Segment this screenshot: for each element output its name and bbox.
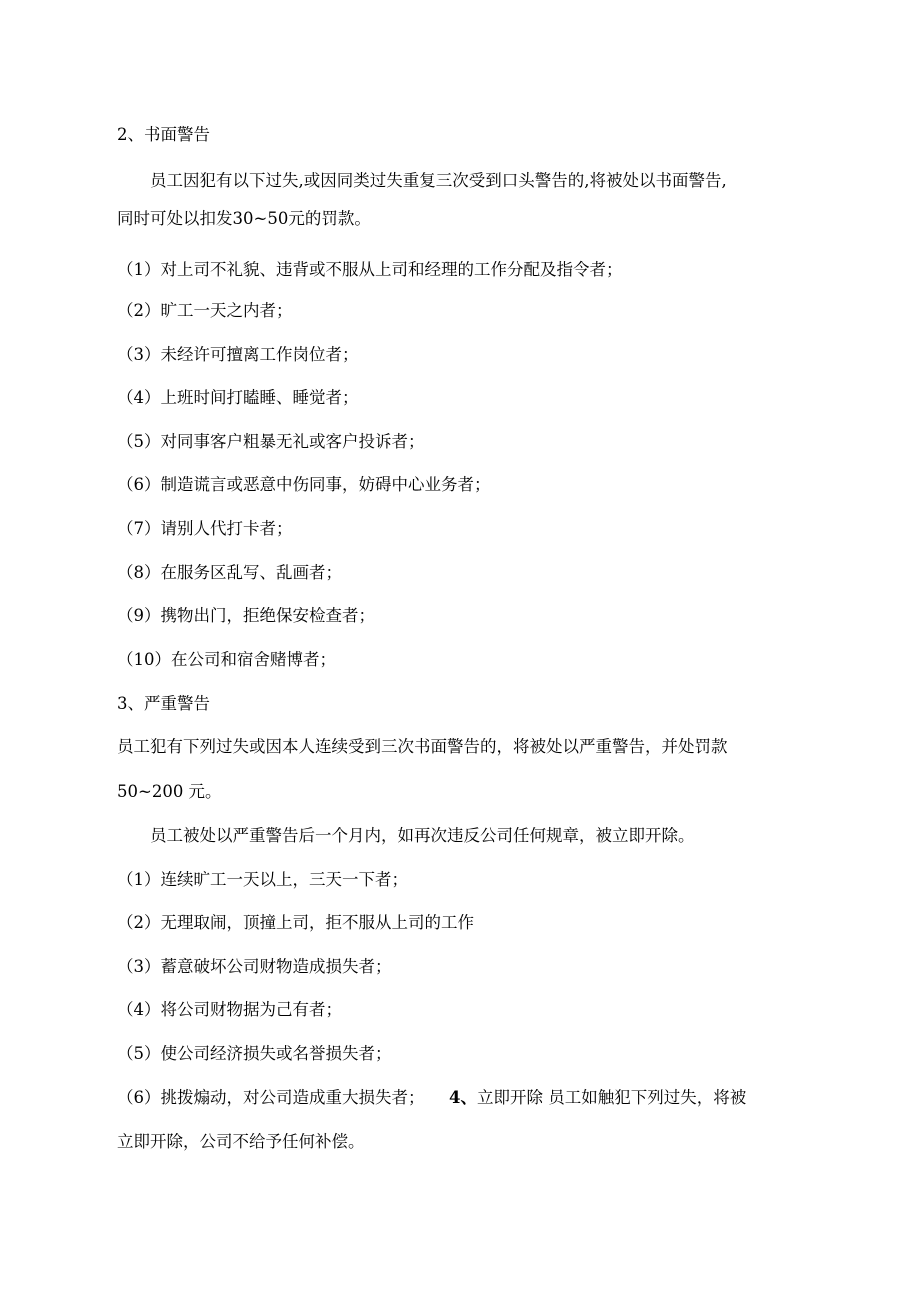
section-2-intro-line-2: 同时可处以扣发30~50元的罚款。 [117,209,371,228]
section-2-item-10: （10）在公司和宿舍赌博者； [117,650,336,669]
section-3-intro-line-2: 50~200 元。 [117,782,222,801]
section-3-note: 员工被处以严重警告后一个月内，如再次违反公司任何规章，被立即开除。 [150,826,695,845]
section-4-number: 4、 [449,1088,477,1107]
section-2-item-4: （4）上班时间打瞌睡、睡觉者； [117,388,359,407]
section-2-item-5: （5）对同事客户粗暴无礼或客户投诉者； [117,432,425,451]
section-2-heading: 2、书面警告 [117,125,210,144]
section-2-item-1: （1）对上司不礼貌、违背或不服从上司和经理的工作分配及指令者； [117,260,623,279]
section-2-item-6: （6）制造谎言或恶意中伤同事，妨碍中心业务者； [117,475,491,494]
section-2-item-7: （7）请别人代打卡者； [117,519,293,538]
section-3-item-1: （1）连续旷工一天以上，三天一下者； [117,870,408,889]
section-3-item-6-text: （6）挑拨煽动，对公司造成重大损失者； [117,1088,425,1107]
section-4-inline-text: 立即开除 员工如触犯下列过失，将被 [476,1088,747,1107]
section-2-intro-line-1: 员工因犯有以下过失,或因同类过失重复三次受到口头警告的,将被处以书面警告, [150,171,727,190]
section-3-item-3: （3）蓄意破坏公司财物造成损失者； [117,957,392,976]
section-3-intro-line-1: 员工犯有下列过失或因本人连续受到三次书面警告的，将被处以严重警告，并处罚款 [117,737,728,756]
section-3-heading: 3、严重警告 [117,694,210,713]
section-2-item-2: （2）旷工一天之内者； [117,301,293,320]
section-2-item-8: （8）在服务区乱写、乱画者； [117,563,342,582]
section-3-item-2: （2）无理取闹，顶撞上司，拒不服从上司的工作 [117,913,474,932]
section-3-item-5: （5）使公司经济损失或名誉损失者； [117,1044,392,1063]
section-2-item-9: （9）携物出门，拒绝保安检查者； [117,606,375,625]
section-3-item-4: （4）将公司财物据为己有者； [117,1000,342,1019]
section-4-line-2: 立即开除，公司不给予任何补偿。 [117,1132,365,1151]
section-2-item-3: （3）未经许可擅离工作岗位者； [117,345,359,364]
section-3-item-6 [117,1087,746,1109]
